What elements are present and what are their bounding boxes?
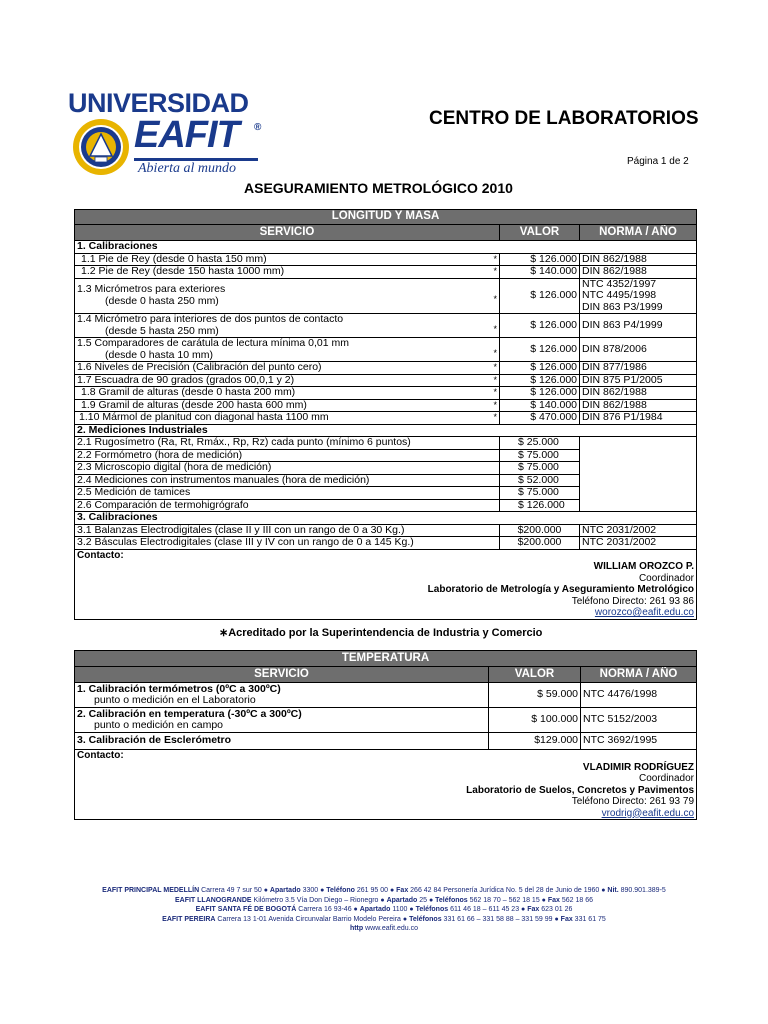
footer-text: 562 18 70 – 562 18 15 ● bbox=[467, 896, 548, 904]
value-cell: $ 126.000 bbox=[500, 314, 580, 338]
norm-cell: DIN 862/1988 bbox=[580, 399, 697, 412]
footer-line-llanogrande bbox=[60, 896, 708, 906]
footer-label: Nit. bbox=[607, 887, 619, 894]
footer-label: Teléfono bbox=[326, 887, 355, 894]
footer-campus: EAFIT SANTA FÉ DE BOGOTÁ bbox=[195, 906, 297, 913]
contact-name: WILLIAM OROZCO P. bbox=[593, 561, 694, 572]
contact-email-link[interactable]: worozco@eafit.edu.co bbox=[594, 607, 694, 618]
page-title: CENTRO DE LABORATORIOS bbox=[429, 108, 699, 129]
table-row bbox=[75, 437, 697, 450]
footer-text: 623 01 26 bbox=[539, 906, 573, 913]
value-cell: $ 126.000 bbox=[500, 338, 580, 362]
contact-role: Coordinador bbox=[638, 773, 695, 784]
footer-text: 266 42 84 Personería Jurídica No. 5 del 28 de Junio de 1960 ● bbox=[408, 887, 608, 894]
service-cell: 1.2 Pie de Rey (desde 150 hasta 1000 mm) bbox=[75, 266, 490, 279]
group-mediciones: 2. Mediciones Industriales bbox=[75, 424, 697, 437]
service-subline: (desde 0 hasta 250 mm) bbox=[105, 294, 219, 307]
value-cell: $ 59.000 bbox=[489, 683, 581, 708]
footer-text: Carrera 13 1-01 Avenida Circunvalar Barrio Modelo Pereira ● bbox=[215, 915, 410, 923]
footer-website-link[interactable]: www.eafit.edu.co bbox=[363, 925, 419, 932]
footer-campus: EAFIT PRINCIPAL MEDELLÍN bbox=[102, 887, 200, 894]
contact-label: Contacto: bbox=[77, 750, 124, 761]
longitud-masa-table bbox=[74, 209, 697, 620]
table-row bbox=[75, 412, 697, 425]
norm-cell: NTC 4476/1998 bbox=[581, 683, 697, 708]
service-line: 1. Calibración termómetros (0ºC a 300ºC) bbox=[77, 682, 281, 695]
footer-text: 331 61 66 – 331 58 88 – 331 59 99 ● bbox=[441, 915, 561, 923]
service-cell: 2.3 Microscopio digital (hora de medición) bbox=[75, 462, 500, 475]
footer-text: Kilómetro 3.5 Vía Don Diego – Rionegro ● bbox=[251, 896, 387, 904]
table-row bbox=[75, 524, 697, 537]
service-cell: 1.8 Gramil de alturas (desde 0 hasta 200 mm) bbox=[75, 387, 490, 400]
value-cell: $ 126.000 bbox=[500, 278, 580, 314]
footer-label: Fax bbox=[547, 896, 560, 904]
footer-line-bogota bbox=[60, 905, 708, 915]
accredited-mark: * bbox=[490, 412, 500, 425]
accredited-mark: * bbox=[490, 374, 500, 387]
norm-cell: DIN 862/1988 bbox=[580, 253, 697, 266]
service-cell: 2.4 Mediciones con instrumentos manuales (hora de medición) bbox=[75, 474, 500, 487]
service-cell: 3.1 Balanzas Electrodigitales (clase II y III con un rango de 0 a 30 Kg.) bbox=[75, 524, 500, 537]
registered-mark: ® bbox=[254, 122, 262, 133]
service-cell: 1.6 Niveles de Precisión (Calibración del punto cero) bbox=[75, 362, 490, 375]
table-row bbox=[75, 266, 697, 279]
service-subline: (desde 5 hasta 250 mm) bbox=[105, 324, 219, 337]
eafit-logo bbox=[68, 88, 263, 178]
norm-cell: NTC 5152/2003 bbox=[581, 708, 697, 733]
footer-text: 3300 ● bbox=[300, 887, 327, 894]
value-cell: $ 75.000 bbox=[500, 487, 580, 500]
footer-label: Apartado bbox=[269, 887, 301, 894]
table-row bbox=[75, 399, 697, 412]
norm-cell: DIN 863 P4/1999 bbox=[580, 314, 697, 338]
footer-label: Teléfonos bbox=[415, 906, 449, 913]
service-cell: 1.10 Mármol de planitud con diagonal hasta 1100 mm bbox=[75, 412, 490, 425]
value-cell: $ 25.000 bbox=[500, 437, 580, 450]
norm-cell: DIN 878/2006 bbox=[580, 338, 697, 362]
eafit-seal-icon bbox=[72, 118, 130, 176]
service-line: 2. Calibración en temperatura (-30ºC a 300ºC) bbox=[77, 707, 302, 720]
contact-lab: Laboratorio de Suelos, Concretos y Pavimentos bbox=[466, 784, 695, 796]
footer-label: Teléfonos bbox=[409, 915, 442, 923]
accredited-mark: * bbox=[490, 387, 500, 400]
service-cell: 2.2 Formómetro (hora de medición) bbox=[75, 449, 500, 462]
value-cell: $ 140.000 bbox=[500, 266, 580, 279]
value-cell: $129.000 bbox=[489, 733, 581, 750]
norm-cell: DIN 862/1988 bbox=[580, 387, 697, 400]
table-row bbox=[75, 362, 697, 375]
footer-text: 611 46 18 – 611 45 23 ● bbox=[448, 906, 528, 913]
service-cell bbox=[75, 314, 490, 338]
footer-label: Fax bbox=[527, 906, 540, 913]
value-cell: $ 75.000 bbox=[500, 462, 580, 475]
accredited-mark: * bbox=[490, 338, 500, 362]
footer-line-pereira bbox=[60, 915, 708, 925]
section-header-temperatura: TEMPERATURA bbox=[75, 651, 697, 667]
value-cell: $ 126.000 bbox=[500, 387, 580, 400]
service-cell bbox=[75, 708, 489, 733]
footer-label: Fax bbox=[396, 887, 409, 894]
norm-cell: DIN 877/1986 bbox=[580, 362, 697, 375]
value-cell: $ 75.000 bbox=[500, 449, 580, 462]
footer bbox=[60, 886, 708, 934]
table-row bbox=[75, 314, 697, 338]
value-cell: $ 126.000 bbox=[500, 374, 580, 387]
accredited-mark: * bbox=[490, 266, 500, 279]
service-cell: 1.1 Pie de Rey (desde 0 hasta 150 mm) bbox=[75, 253, 490, 266]
norm-cell bbox=[580, 278, 697, 314]
footer-label: Apartado bbox=[386, 896, 418, 904]
col-header-norma: NORMA / AÑO bbox=[580, 225, 697, 241]
service-cell bbox=[75, 683, 489, 708]
contact-role: Coordinador bbox=[638, 572, 694, 584]
service-cell: 3. Calibración de Esclerómetro bbox=[75, 733, 489, 750]
service-cell: 3.2 Básculas Electrodigitales (clase III y IV con un rango de 0 a 145 Kg.) bbox=[75, 537, 500, 550]
service-cell: 1.7 Escuadra de 90 grados (grados 00,0,1 y 2) bbox=[75, 374, 490, 387]
footer-line-medellin bbox=[60, 886, 708, 896]
footer-campus: EAFIT LLANOGRANDE bbox=[174, 896, 252, 904]
value-cell: $ 52.000 bbox=[500, 474, 580, 487]
service-cell bbox=[75, 338, 490, 362]
footer-label: Fax bbox=[560, 915, 573, 923]
service-subline: punto o medición en campo bbox=[94, 719, 223, 731]
service-line: 1.5 Comparadores de carátula de lectura mínima 0,01 mm bbox=[77, 337, 349, 349]
service-subline: (desde 0 hasta 10 mm) bbox=[105, 348, 213, 361]
value-cell: $ 126.000 bbox=[500, 499, 580, 512]
norm-cell: NTC 2031/2002 bbox=[580, 537, 697, 550]
service-cell: 2.1 Rugosímetro (Ra, Rt, Rmáx., Rp, Rz) cada punto (mínimo 6 puntos) bbox=[75, 437, 500, 450]
norm-line: NTC 4352/1997 bbox=[582, 278, 657, 290]
norm-cell: NTC 3692/1995 bbox=[581, 733, 697, 750]
footer-text: 890.901.389-5 bbox=[618, 887, 666, 894]
footer-text: 562 18 66 bbox=[559, 896, 593, 904]
accredited-mark: * bbox=[490, 278, 500, 314]
logo-universidad-text: UNIVERSIDAD bbox=[68, 88, 249, 118]
service-cell: 2.6 Comparación de termohigrógrafo bbox=[75, 499, 500, 512]
table-row bbox=[75, 733, 697, 750]
table-row bbox=[75, 338, 697, 362]
service-cell bbox=[75, 278, 490, 314]
logo-eafit-text: EAFIT bbox=[134, 114, 239, 156]
service-line: 1.3 Micrómetros para exteriores bbox=[77, 283, 226, 296]
footer-text: 1100 ● bbox=[390, 906, 416, 913]
table-row bbox=[75, 708, 697, 733]
contact-lab: Laboratorio de Metrología y Aseguramiento Metrológico bbox=[427, 584, 694, 595]
temperatura-table bbox=[74, 650, 697, 820]
footer-campus: EAFIT PEREIRA bbox=[162, 915, 216, 923]
col-header-valor: VALOR bbox=[500, 225, 580, 241]
service-line: 1.4 Micrómetro para interiores de dos puntos de contacto bbox=[77, 313, 344, 325]
contact-email-link[interactable]: vrodrig@eafit.edu.co bbox=[601, 807, 695, 819]
value-cell: $ 126.000 bbox=[500, 362, 580, 375]
norm-cell: DIN 862/1988 bbox=[580, 266, 697, 279]
table-row bbox=[75, 374, 697, 387]
table-row bbox=[75, 683, 697, 708]
table-row bbox=[75, 278, 697, 314]
footer-label: Teléfonos bbox=[435, 896, 468, 904]
section-header-longitud: LONGITUD Y MASA bbox=[75, 210, 697, 225]
accreditation-note: ∗Acreditado por la Superintendencia de Industria y Comercio bbox=[219, 627, 543, 639]
service-cell: 2.5 Medición de tamices bbox=[75, 487, 500, 500]
page-number: Página 1 de 2 bbox=[627, 156, 689, 167]
value-cell: $ 470.000 bbox=[500, 412, 580, 425]
norm-cell-empty bbox=[580, 437, 697, 512]
table-row bbox=[75, 387, 697, 400]
col-header-valor: VALOR bbox=[489, 667, 581, 683]
contact-block bbox=[75, 549, 697, 619]
table-row bbox=[75, 537, 697, 550]
document-title: ASEGURAMIENTO METROLÓGICO 2010 bbox=[244, 180, 513, 196]
footer-text: Carrera 49 7 sur 50 ● bbox=[199, 887, 270, 894]
norm-line: NTC 4495/1998 bbox=[582, 289, 657, 301]
norm-cell: DIN 876 P1/1984 bbox=[580, 412, 697, 425]
service-subline: punto o medición en el Laboratorio bbox=[94, 694, 256, 706]
footer-text: Carrera 16 93-46 ● bbox=[296, 906, 360, 913]
contact-label: Contacto: bbox=[77, 549, 124, 561]
group-calibraciones-3: 3. Calibraciones bbox=[75, 512, 697, 525]
value-cell: $ 100.000 bbox=[489, 708, 581, 733]
footer-text: 261 95 00 ● bbox=[354, 887, 397, 894]
table-row bbox=[75, 253, 697, 266]
footer-label: Apartado bbox=[359, 906, 391, 913]
norm-cell: DIN 875 P1/2005 bbox=[580, 374, 697, 387]
norm-line: DIN 863 P3/1999 bbox=[582, 300, 663, 313]
accredited-mark: * bbox=[490, 314, 500, 338]
col-header-servicio: SERVICIO bbox=[75, 225, 500, 241]
norm-cell: NTC 2031/2002 bbox=[580, 524, 697, 537]
value-cell: $ 140.000 bbox=[500, 399, 580, 412]
footer-label: http bbox=[349, 925, 364, 932]
contact-name: VLADIMIR RODRÍGUEZ bbox=[582, 761, 695, 773]
accredited-mark: * bbox=[490, 399, 500, 412]
footer-text: 331 61 75 bbox=[572, 915, 606, 923]
value-cell: $200.000 bbox=[500, 537, 580, 550]
accredited-mark: * bbox=[490, 362, 500, 375]
service-cell: 1.9 Gramil de alturas (desde 200 hasta 600 mm) bbox=[75, 399, 490, 412]
contact-phone: Teléfono Directo: 261 93 86 bbox=[571, 595, 694, 607]
col-header-servicio: SERVICIO bbox=[75, 667, 489, 683]
footer-line-web bbox=[60, 924, 708, 934]
value-cell: $200.000 bbox=[500, 524, 580, 537]
logo-tagline: Abierta al mundo bbox=[138, 161, 236, 176]
accredited-mark: * bbox=[490, 253, 500, 266]
footer-text: 25 ● bbox=[417, 896, 436, 904]
group-calibraciones: 1. Calibraciones bbox=[75, 241, 697, 254]
value-cell: $ 126.000 bbox=[500, 253, 580, 266]
contact-phone: Teléfono Directo: 261 93 79 bbox=[571, 796, 695, 807]
col-header-norma: NORMA / AÑO bbox=[581, 667, 697, 683]
contact-block bbox=[75, 750, 697, 820]
